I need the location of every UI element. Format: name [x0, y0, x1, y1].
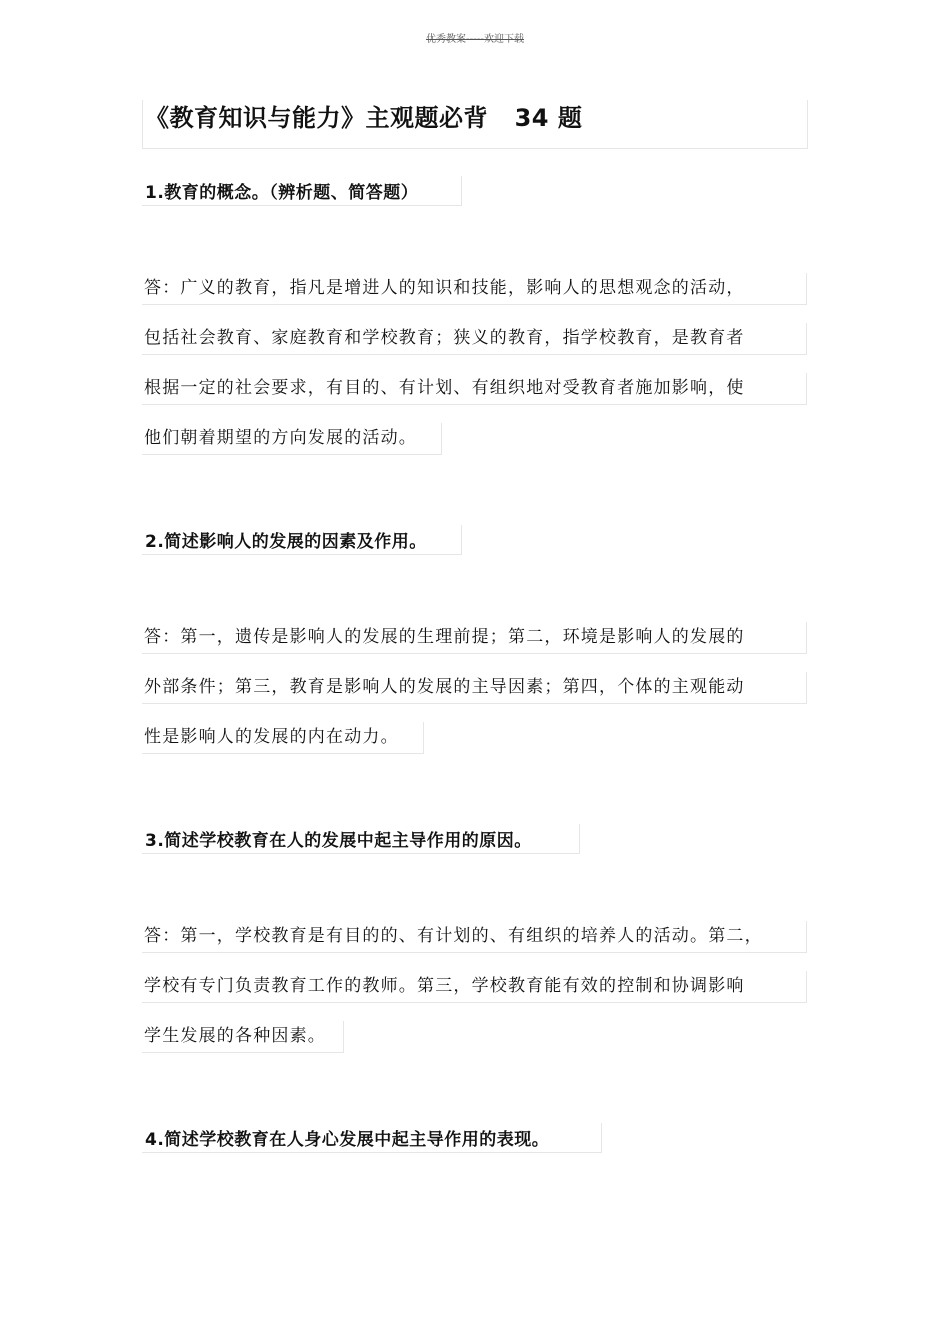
- header-dashes: -----: [465, 34, 485, 45]
- question-heading: 4.简述学校教育在人身心发展中起主导作用的表现。: [145, 1130, 550, 1150]
- answer-line: 根据一定的社会要求，有目的、有计划、有组织地对受教育者施加影响，使: [142, 373, 807, 405]
- answer-line: 学生发展的各种因素。: [142, 1021, 344, 1053]
- answer-line: 答：第一，学校教育是有目的的、有计划的、有组织的培养人的活动。第二，: [142, 921, 807, 953]
- answer-line: 答：广义的教育，指凡是增进人的知识和技能，影响人的思想观念的活动，: [142, 273, 807, 305]
- answer-line: 性是影响人的发展的内在动力。: [142, 722, 424, 754]
- answer-line: 外部条件；第三，教育是影响人的发展的主导因素；第四，个体的主观能动: [142, 672, 807, 704]
- header-left: 优秀教案: [425, 34, 466, 45]
- question-heading: 3.简述学校教育在人的发展中起主导作用的原因。: [145, 831, 532, 851]
- answer-line: 答：第一，遗传是影响人的发展的生理前提；第二，环境是影响人的发展的: [142, 622, 807, 654]
- answer-line: 他们朝着期望的方向发展的活动。: [142, 423, 442, 455]
- answer-line: 包括社会教育、家庭教育和学校教育；狭义的教育，指学校教育，是教育者: [142, 323, 807, 355]
- answer-line: 学校有专门负责教育工作的教师。第三，学校教育能有效的控制和协调影响: [142, 971, 807, 1003]
- page-header: [0, 30, 950, 45]
- question-heading: 2.简述影响人的发展的因素及作用。: [145, 532, 427, 552]
- question-heading: 1.教育的概念。（辨析题、简答题）: [145, 183, 419, 203]
- document-title: 《教育知识与能力》主观题必背 34 题: [145, 104, 583, 132]
- header-right: 欢迎下载: [484, 34, 525, 45]
